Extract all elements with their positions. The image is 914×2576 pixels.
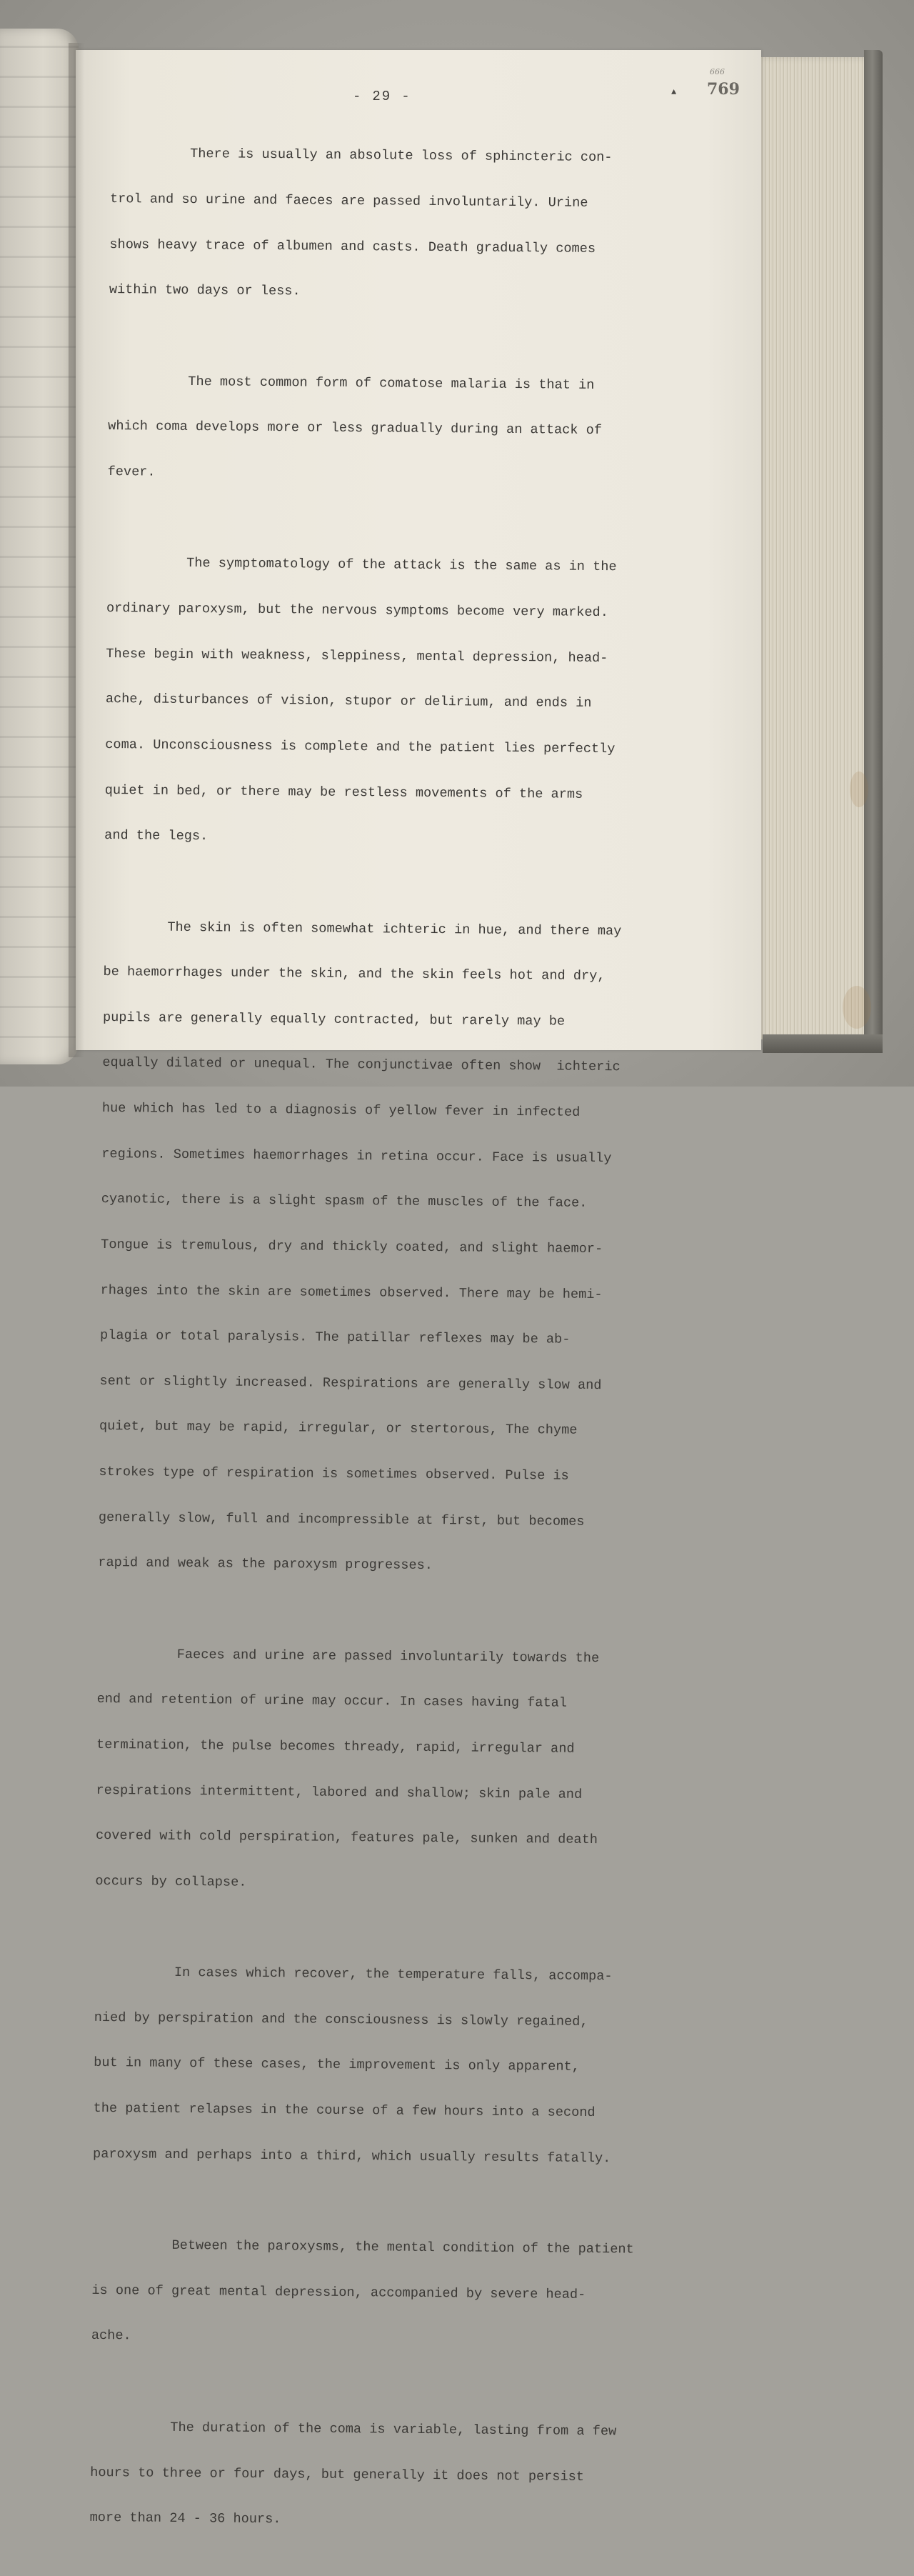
text-line: cyanotic, there is a slight spasm of the muscles of the face.: [101, 1192, 588, 1212]
paragraph: [89, 2389, 690, 2561]
text-line: ache, disturbances of vision, stupor or delirium, and ends in: [105, 692, 592, 712]
text-line: nied by perspiration and the consciousness is slowly regained,: [94, 2010, 588, 2030]
text-line: In cases which recover, the temperature falls, accompa-: [94, 1965, 613, 1985]
text-line: respirations intermittent, labored and shallow; skin pale and: [96, 1782, 583, 1802]
text-line: is one of great mental depression, accompanied by severe head-: [91, 2282, 586, 2302]
paragraph: [107, 343, 708, 515]
text-line: which coma develops more or less gradually during an attack of: [108, 419, 603, 439]
text-line: more than 24 - 36 hours.: [89, 2510, 281, 2527]
text-line: equally dilated or unequal. The conjunctivae often show ichteric: [102, 1055, 621, 1075]
text-line: coma. Unconsciousness is complete and the patient lies perfectly: [105, 737, 616, 757]
text-line: hours to three or four days, but generally it does not persist: [90, 2465, 585, 2485]
paper-stain: [850, 772, 868, 807]
text-line: plagia or total paralysis. The patillar reflexes may be ab-: [100, 1328, 571, 1347]
page-block-edges: [757, 57, 871, 1039]
paragraph: [109, 116, 710, 333]
text-line: strokes type of respiration is sometimes observed. Pulse is: [99, 1464, 569, 1484]
text-line: trol and so urine and faeces are passed involuntarily. Urine: [109, 191, 588, 211]
paragraph: [93, 1935, 695, 2197]
paragraph: [95, 1616, 698, 1924]
paper-stain: [843, 986, 871, 1029]
paragraph: [104, 525, 707, 879]
text-line: quiet in bed, or there may be restless movements of the arms: [104, 782, 583, 802]
text-line: hue which has led to a diagnosis of yellow fever in infected: [101, 1101, 581, 1120]
text-line: paroxysm and perhaps into a third, which usually results fatally.: [93, 2146, 611, 2166]
text-line: generally slow, full and incompressible at first, but becomes: [98, 1509, 585, 1529]
text-line: Tongue is tremulous, dry and thickly coated, and slight haemor-: [101, 1237, 603, 1257]
facing-page-edge: [0, 29, 79, 1064]
text-line: ache.: [91, 2328, 131, 2344]
text-line: within two days or less.: [109, 282, 301, 299]
text-line: fever.: [107, 464, 156, 480]
text-line: end and retention of urine may occur. In cases having fatal: [96, 1692, 568, 1711]
page-number: [343, 89, 421, 104]
text-line: rapid and weak as the paroxysm progresses.: [98, 1555, 433, 1574]
facing-page-text-bleed: [0, 29, 79, 1064]
paragraph: [91, 2207, 692, 2380]
book-cover-bottom: [763, 1034, 883, 1053]
text-line: regions. Sometimes haemorrhages in retina occur. Face is usually: [101, 1146, 612, 1166]
text-line: and the legs.: [104, 828, 209, 844]
folio-pencil-number: 666: [710, 67, 725, 76]
page-number-value: 29: [372, 89, 392, 104]
paragraph: [98, 889, 704, 1606]
text-line: The skin is often somewhat ichteric in hue, and there may: [104, 919, 622, 939]
page-number-dash-left: -: [353, 89, 363, 104]
text-line: sent or slightly increased. Respirations are generally slow and: [99, 1373, 602, 1393]
text-line: termination, the pulse becomes thready, rapid, irregular and: [96, 1737, 575, 1757]
folio-stamp: 769: [707, 80, 740, 99]
text-line: The duration of the coma is variable, lasting from a few: [90, 2419, 617, 2440]
text-line: covered with cold perspiration, features pale, sunken and death: [95, 1828, 598, 1848]
text-line: shows heavy trace of albumen and casts. Death gradually comes: [109, 236, 596, 256]
text-line: the patient relapses in the course of a few hours into a second: [93, 2100, 596, 2121]
text-line: be haemorrhages under the skin, and the skin feels hot and dry,: [103, 964, 606, 984]
text-line: The most common form of comatose malaria is that in: [108, 373, 595, 393]
text-line: but in many of these cases, the improvement is only apparent,: [94, 2055, 580, 2075]
book-cover-edge: [864, 50, 883, 1050]
text-line: occurs by collapse.: [95, 1873, 247, 1890]
page-number-dash-right: -: [401, 89, 411, 104]
text-line: These begin with weakness, sleppiness, mental depression, head-: [106, 646, 608, 666]
text-line: pupils are generally equally contracted, but rarely may be: [102, 1009, 566, 1029]
body-text: [89, 116, 710, 2576]
text-line: The symptomatology of the attack is the same as in the: [106, 555, 617, 575]
text-line: Faeces and urine are passed involuntarily towards the: [97, 1646, 600, 1666]
text-line: rhages into the skin are sometimes observed. There may be hemi-: [100, 1282, 603, 1302]
text-line: ordinary paroxysm, but the nervous symptoms become very marked.: [106, 601, 609, 621]
text-line: quiet, but may be rapid, irregular, or stertorous, The chyme: [99, 1419, 578, 1439]
binding-gutter: [69, 43, 84, 1057]
text-line: There is usually an absolute loss of sphincteric con-: [110, 146, 613, 166]
text-line: Between the paroxysms, the mental condition of the patient: [91, 2237, 634, 2257]
margin-mark: ▲: [671, 87, 677, 97]
